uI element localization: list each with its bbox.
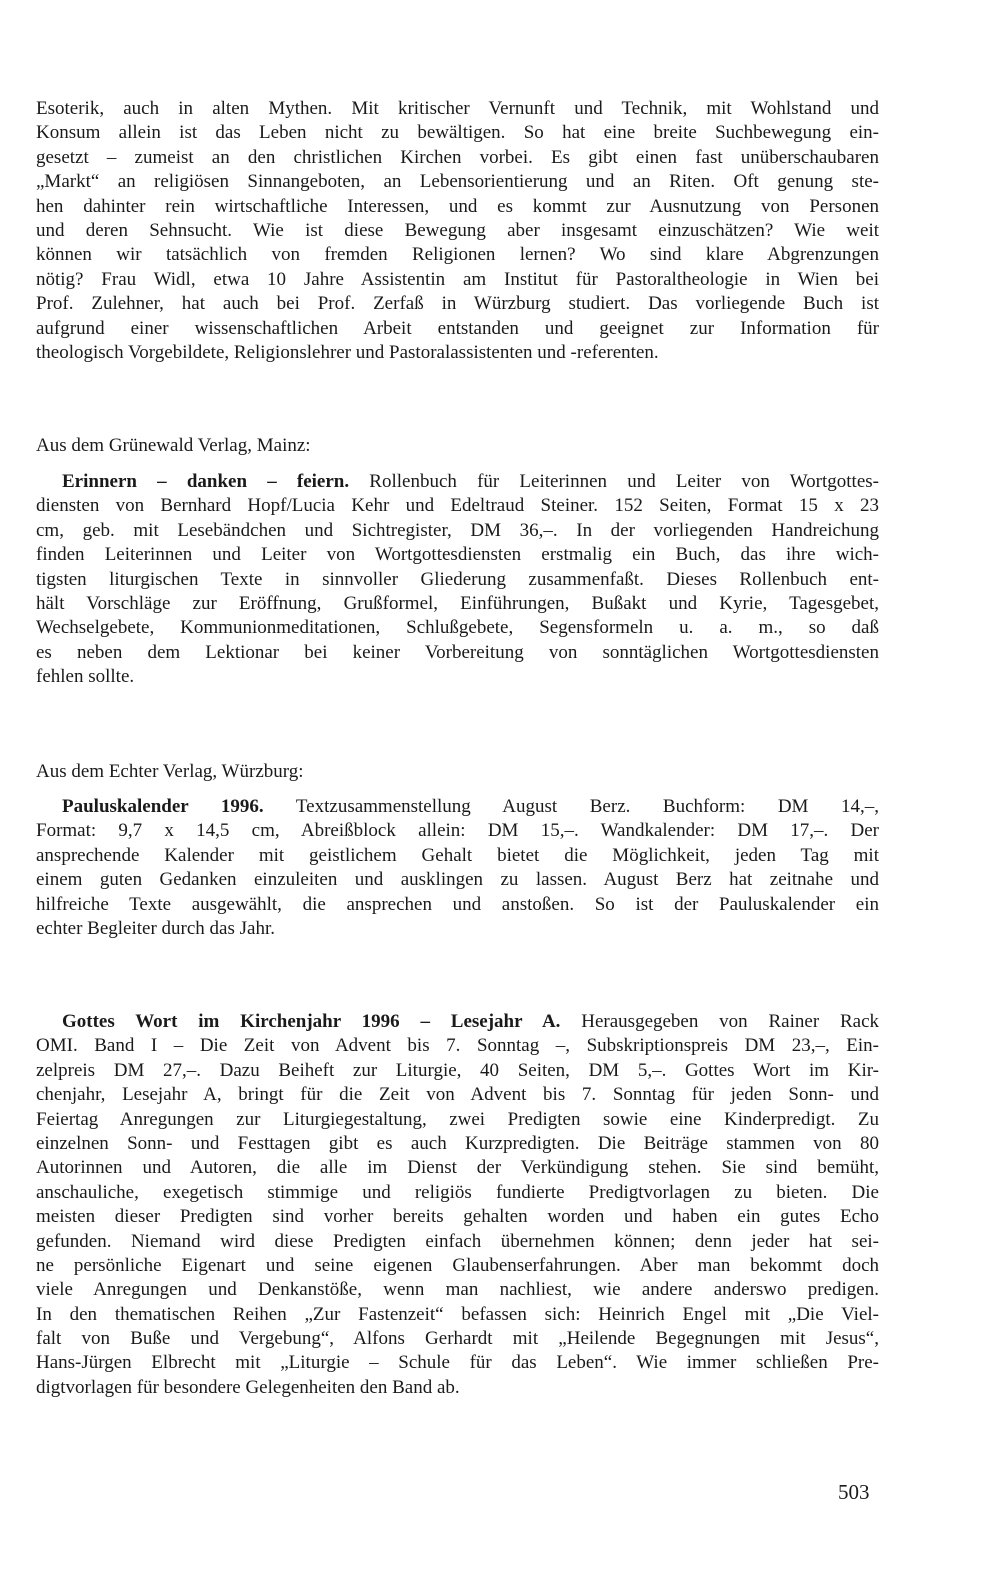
- book-title: Gottes Wort im Kirchenjahr 1996 – Lesejahr A.: [62, 1011, 561, 1032]
- text-line: Hans-Jürgen Elbrecht mit „Liturgie – Schule für das Leben“. Wie immer schließen Pre-: [36, 1352, 879, 1374]
- text-line: diensten von Bernhard Hopf/Lucia Kehr und Edeltraud Steiner. 152 Seiten, Format 15 x 23: [36, 495, 879, 517]
- book-title: Pauluskalender 1996.: [62, 796, 264, 817]
- review-first-line: [36, 795, 879, 819]
- review-gottes-wort: [36, 1010, 879, 1400]
- book-title: Erinnern – danken – feiern.: [62, 471, 350, 492]
- text-span: Rollenbuch für Leiterinnen und Leiter von Wortgottes-: [349, 471, 879, 492]
- publisher-heading-echter: Aus dem Echter Verlag, Würzburg:: [36, 761, 304, 782]
- text-line: Konsum allein ist das Leben nicht zu bewältigen. So hat eine breite Suchbewegung ein-: [36, 122, 879, 144]
- text-line: gefunden. Niemand wird diese Predigten einfach übernehmen können; denn jeder hat sei-: [36, 1230, 879, 1252]
- text-line: es neben dem Lektionar bei keiner Vorbereitung von sonntäglichen Wortgottesdiensten: [36, 641, 879, 663]
- text-line: chenjahr, Lesejahr A, bringt für die Zeit von Advent bis 7. Sonntag für jeden Sonn- und: [36, 1084, 879, 1106]
- text-line: hält Vorschläge zur Eröffnung, Grußformel, Einführungen, Bußakt und Kyrie, Tagesgebet,: [36, 592, 879, 614]
- text-line: „Markt“ an religiösen Sinnangeboten, an Lebensorientierung und an Riten. Oft genung ste-: [36, 171, 879, 193]
- text-line: Esoterik, auch in alten Mythen. Mit kritischer Vernunft und Technik, mit Wohlstand und: [36, 98, 879, 119]
- text-line: tigsten liturgischen Texte in sinnvoller Gliederung zusammenfaßt. Dieses Rollenbuch ent-: [36, 568, 879, 590]
- text-line: ne persönliche Eigenart und seine eigenen Glaubenserfahrungen. Aber man bekommt doch: [36, 1254, 879, 1276]
- publisher-heading-gruenewald: Aus dem Grünewald Verlag, Mainz:: [36, 435, 311, 456]
- intro-paragraph: [36, 97, 879, 365]
- text-line: viele Anregungen und Denkanstöße, wenn man nachliest, wie andere anderswo predigen.: [36, 1279, 879, 1301]
- text-line: Feiertag Anregungen zur Liturgiegestaltung, zwei Predigten sowie eine Kinderpredigt. Zu: [36, 1108, 879, 1130]
- text-line: ansprechende Kalender mit geistlichem Gehalt bietet die Möglichkeit, jeden Tag mit: [36, 844, 879, 866]
- text-line: meisten dieser Predigten sind vorher bereits gehalten worden und haben ein gutes Echo: [36, 1206, 879, 1228]
- review-first-line: [36, 470, 879, 494]
- text-line: In den thematischen Reihen „Zur Fastenzeit“ befassen sich: Heinrich Engel mit „Die Viel-: [36, 1303, 879, 1325]
- text-line: gesetzt – zumeist an den christlichen Kirchen vorbei. Es gibt einen fast unüberschaubaren: [36, 146, 879, 168]
- text-line: hilfreiche Texte ausgewählt, die ansprechen und anstoßen. So ist der Pauluskalender ein: [36, 893, 879, 915]
- text-line: können wir tatsächlich von fremden Religionen lernen? Wo sind klare Abgrenzungen: [36, 244, 879, 266]
- text-line: anschauliche, exegetisch stimmige und religiös fundierte Predigtvorlagen zu bieten. Die: [36, 1181, 879, 1203]
- text-line: Format: 9,7 x 14,5 cm, Abreißblock allein: DM 15,–. Wandkalender: DM 17,–. Der: [36, 820, 879, 842]
- text-line: Prof. Zulehner, hat auch bei Prof. Zerfaß in Würzburg studiert. Das vorliegende Buch ist: [36, 293, 879, 315]
- text-line: nötig? Frau Widl, etwa 10 Jahre Assistentin am Institut für Pastoraltheologie in Wien bei: [36, 268, 879, 290]
- text-line: OMI. Band I – Die Zeit von Advent bis 7. Sonntag –, Subskriptionspreis DM 23,–, Ein-: [36, 1035, 879, 1057]
- text-line: aufgrund einer wissenschaftlichen Arbeit entstanden und geeignet zur Information für: [36, 317, 879, 339]
- text-line: einzelnen Sonn- und Festtagen gibt es auch Kurzpredigten. Die Beiträge stammen von 80: [36, 1132, 879, 1154]
- page-number: 503: [838, 1480, 870, 1504]
- text-line: echter Begleiter durch das Jahr.: [36, 917, 275, 939]
- text-span: Herausgegeben von Rainer Rack: [560, 1011, 879, 1032]
- text-line: hen dahinter rein wirtschaftliche Interessen, und es kommt zur Ausnutzung von Personen: [36, 195, 879, 217]
- text-line: und deren Sehnsucht. Wie ist diese Bewegung aber insgesamt einzuschätzen? Wie weit: [36, 219, 879, 241]
- text-line: Autorinnen und Autoren, die alle im Dienst der Verkündigung stehen. Sie sind bemüht,: [36, 1157, 879, 1179]
- text-line: zelpreis DM 27,–. Dazu Beiheft zur Liturgie, 40 Seiten, DM 5,–. Gottes Wort im Kir-: [36, 1059, 879, 1081]
- text-line: theologisch Vorgebildete, Religionslehrer und Pastoralassistenten und -referenten.: [36, 341, 659, 363]
- text-span: Textzusammenstellung August Berz. Buchform: DM 14,–,: [263, 796, 879, 817]
- review-erinnern: [36, 470, 879, 690]
- review-first-line: [36, 1010, 879, 1034]
- text-line: cm, geb. mit Lesebändchen und Sichtregister, DM 36,–. In der vorliegenden Handreichung: [36, 519, 879, 541]
- review-pauluskalender: [36, 795, 879, 941]
- text-line: finden Leiterinnen und Leiter von Wortgottesdiensten erstmalig ein Buch, das ihre wich-: [36, 544, 879, 566]
- text-line: einem guten Gedanken einzuleiten und ausklingen zu lassen. August Berz hat zeitnahe und: [36, 869, 879, 891]
- text-line: digtvorlagen für besondere Gelegenheiten den Band ab.: [36, 1376, 460, 1398]
- text-line: Wechselgebete, Kommunionmeditationen, Schlußgebete, Segensformeln u. a. m., so daß: [36, 617, 879, 639]
- text-line: fehlen sollte.: [36, 666, 135, 688]
- text-line: falt von Buße und Vergebung“, Alfons Gerhardt mit „Heilende Begegnungen mit Jesus“,: [36, 1328, 879, 1350]
